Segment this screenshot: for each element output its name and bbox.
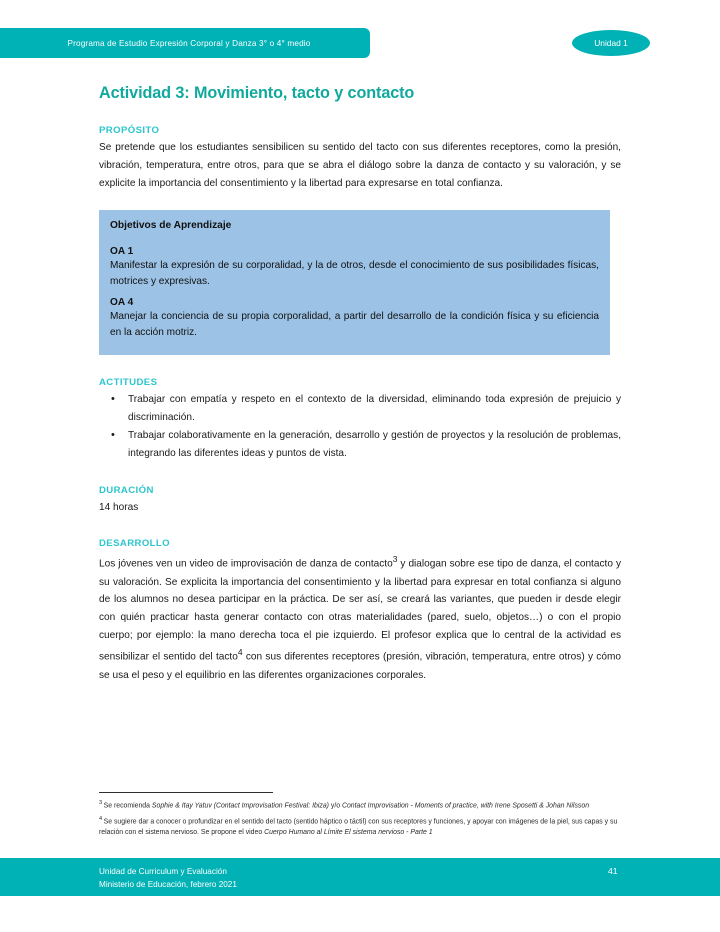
unit-badge-label: Unidad 1	[594, 38, 628, 48]
objetivos-box-title: Objetivos de Aprendizaje	[110, 219, 232, 231]
footnote-title-italic: Contact Improvisation - Moments of practice, with Irene Sposetti & Johan Nilsson	[342, 802, 590, 810]
footnote-title-italic: Sophie & Itay Yatuv (Contact Improvisation Festival: Ibiza)	[151, 802, 329, 810]
oa-text: Manejar la conciencia de su propia corporalidad, a partir del desarrollo de la condición física y su eficiencia en la acción motriz.	[110, 310, 599, 338]
footnote-number: 3	[99, 800, 103, 806]
footnote-text: y/o	[328, 802, 342, 810]
page-number: 41	[608, 866, 618, 876]
oa-text: Manifestar la expresión de su corporalidad, y la de otros, desde el conocimiento de sus posibilidades físicas, motrices y expresivas.	[110, 259, 599, 288]
actitudes-list	[99, 391, 621, 463]
oa-code: OA 4	[110, 296, 134, 308]
section-label-desarrollo: DESARROLLO	[99, 538, 170, 550]
header-banner-text: Programa de Estudio Expresión Corporal y Danza 3° o 4° medio	[67, 38, 311, 48]
section-label-duracion: DURACIÓN	[99, 485, 154, 497]
list-item: • Trabajar colaborativamente en la generación, desarrollo y gestión de proyectos y la resolución de problemas, integrando las diferentes ideas y puntos de vista.	[99, 427, 621, 463]
page-content	[99, 0, 621, 685]
footnote-3	[99, 799, 621, 811]
footnote-text: Se sugiere dar a conocer o profundizar en el sentido del tacto (sentido háptico o táctil) con sus receptores y funciones, y apoyar con imágenes de la piel, sus capas y su relación con el sistema nervioso. Se propone el video	[99, 818, 618, 836]
footnote-marker-3: 3	[392, 554, 398, 565]
footnote-number: 4	[99, 816, 103, 823]
footnotes-area	[99, 792, 621, 842]
desarrollo-text	[99, 552, 621, 684]
footer-line-1: Unidad de Curriculum y Evaluación	[99, 867, 227, 876]
section-label-proposito: PROPÓSITO	[99, 125, 160, 136]
footer-line-2: Ministerio de Educación, febrero 2021	[99, 879, 237, 889]
footnote-separator	[99, 792, 273, 793]
objetivos-aprendizaje-box	[99, 210, 610, 355]
desarrollo-text-part2: y dialogan sobre ese tipo de danza, el contacto y su valoración. Se explicita la importancia del consentimiento y la libertad para expresar en total confianza si alguno de los alumnos no desea participar en la práctica. De ser así, se creará las variantes, que pueden ir desde elegir con quién practicar hasta generar contacto con otras materialidades (pared, suelo, objetos…) o con el propio cuerpo; por ejemplo: la mano derecha toca el pie izquierdo. El profesor explica que lo central de la actividad es sensibilizar el sentido del tacto	[99, 558, 621, 663]
footnote-marker-4: 4	[237, 647, 243, 658]
duracion-value: 14 horas	[99, 502, 139, 514]
desarrollo-text-part3: con sus diferentes receptores (presión, vibración, temperatura, entre otros) y cómo se usa el peso y el equilibrio en las diferentes organizaciones corporales.	[99, 651, 621, 681]
proposito-text: Se pretende que los estudiantes sensibilicen su sentido del tacto con sus diferentes receptores, como la presión, vibración, temperatura, entre otros, para que se abra el diálogo sobre la danza de contacto y su valoración, y se explicite la importancia del consentimiento y la libertad para expresarse en total confianza.	[99, 142, 621, 189]
footnote-text: Se recomienda	[103, 802, 152, 810]
footnote-title-italic: Cuerpo Humano al Límite El sistema nervioso - Parte 1	[264, 828, 433, 836]
footnote-4	[99, 815, 621, 837]
list-item: • Trabajar con empatía y respeto en el contexto de la diversidad, eliminando toda expresión de prejuicio y discriminación.	[99, 391, 621, 427]
footer-text	[99, 866, 237, 891]
section-label-actitudes: ACTITUDES	[99, 377, 158, 389]
desarrollo-text-part1: Los jóvenes ven un video de improvisación de danza de contacto	[99, 558, 393, 570]
page-title: Actividad 3: Movimiento, tacto y contacto	[99, 84, 415, 102]
oa-code: OA 1	[110, 245, 134, 257]
